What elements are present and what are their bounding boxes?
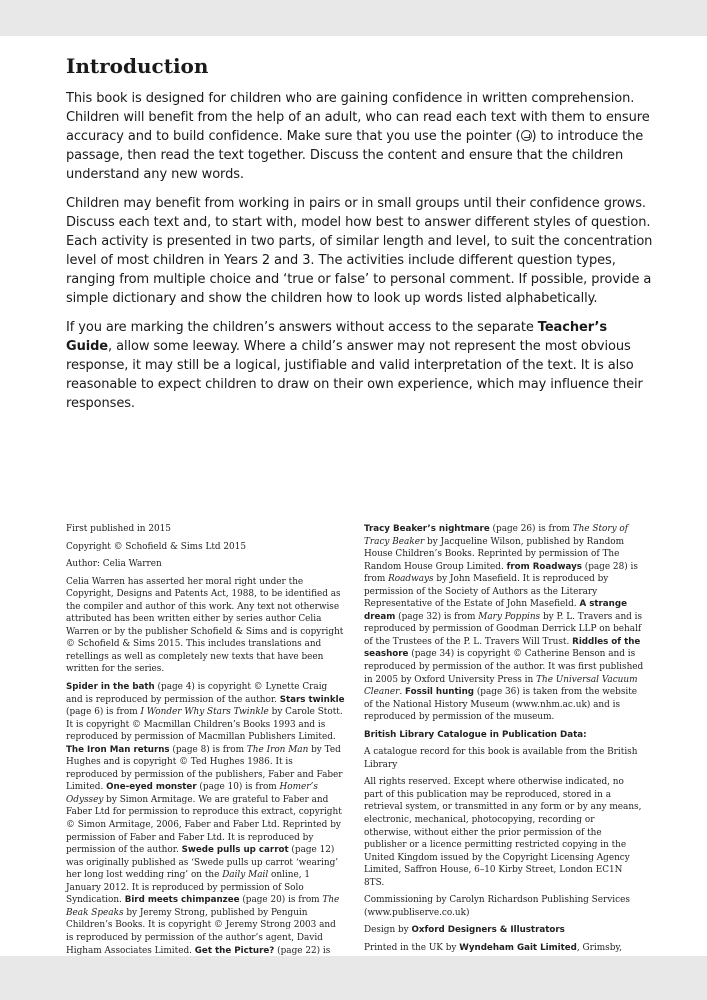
intro-paragraph-3: If you are marking the children’s answers without access to the separate Teacher’s Guide, allow some leeway. Where a child’s answer may not represent the most obvious response, it may still be a logical, justifiable and valid interpretation of the text. It is also reasonable to expect children to draw on their own experience, which may influence their responses. — [66, 320, 643, 411]
page-title: Introduction — [66, 54, 209, 78]
pointer-icon — [521, 130, 532, 141]
bottom-band — [0, 956, 707, 1000]
imprint-left-column — [66, 523, 346, 987]
credits-paragraph-continued: Tracy Beaker’s nightmare (page 26) is from The Story of Tracy Beaker by Jacqueline Wilson, published by Random House Children’s Books. Reprinted by permission of The Random House Group Limited. from Roadways (page 28) is from Roadways by John Masefield. It is reproduced by permission of the Society of Authors as the Literary Representative of the Estate of John Masefield. A strange dream (page 32) is from Mary Poppins by P. L. Travers and is reproduced by permission of Goodman Derrick LLP on behalf of the Trustees of the P. L. Travers Will Trust. Riddles of the seashore (page 34) is copyright © Catherine Benson and is reproduced by permission of the author. It was first published in 2005 by Oxford University Press in The Universal Vacuum Cleaner. Fossil hunting (page 36) is taken from the website of the National History Museum (www.nhm.ac.uk) and is reproduced by permission of the museum. — [364, 524, 644, 723]
author-line: Author: Celia Warren — [66, 559, 162, 570]
design-line: Design by Oxford Designers & Illustrators — [364, 925, 565, 936]
moral-right: Celia Warren has asserted her moral right under the Copyright, Designs and Patents Act, 1988, to be identified as the compiler and author of this work. Any text not otherwise attributed has been written either by series author Celia Warren or by the publisher Schofield & Sims and is copyright © Schofield & Sims 2015. This includes translations and retellings as well as completely new texts that have been written for the series. — [66, 576, 344, 675]
commissioning-line: Commissioning by Carolyn Richardson Publishing Services (www.publiserve.co.uk) — [364, 895, 630, 918]
intro-paragraph-1: This book is designed for children who are gaining confidence in written comprehension. Children will benefit from the help of an adult, who can read each text with them to ensure accuracy and to build confidence. Make sure that you use the pointer ( ) to introduce the passage, then read the text together. Discuss the content and ensure that the children understand any new words. — [66, 91, 650, 182]
introduction-section — [66, 54, 656, 423]
intro-paragraph-2: Children may benefit from working in pairs or in small groups until their confidence grows. Discuss each text and, to start with, model how best to answer different styles of question. Each activity is presented in two parts, of similar length and level, to suit the concentration level of most children in Years 2 and 3. The activities include different question types, ranging from multiple choice and ‘true or false’ to personal comment. If possible, provide a simple dictionary and show the children how to look up words listed alphabetically. — [66, 196, 653, 306]
credits-paragraph: Spider in the bath (page 4) is copyright © Lynette Craig and is reproduced by permission of the author. Stars twinkle (page 6) is from I Wonder Why Stars Twinkle by Carole Stott. It is copyright © Macmillan Children’s Books 1993 and is reproduced by permission of Macmillan Publishers Limited. The Iron Man returns (page 8) is from The Iron Man by Ted Hughes and is copyright © Ted Hughes 1986. It is reproduced by permission of the publishers, Faber and Faber Limited. One-eyed monster (page 10) is from Homer’s Odyssey by Simon Armitage. We are grateful to Faber and Faber Ltd for permission to reproduce this extract, copyright © Simon Armitage, 2006, Faber and Faber Ltd. Reprinted by permission of Faber and Faber Ltd. It is reproduced by permission of the author. Swede pulls up carrot (page 12) was originally published as ‘Swede pulls up carrot ‘wearing’ her long lost wedding ring’ on the Daily Mail online, 1 January 2012. It is reproduced by permission of Solo Syndication. Bird meets chimpanzee (page 20) is from The Beak Speaks by Jeremy Strong, published by Penguin Children’s Books. It is copyright © Jeremy Strong 2003 and is reproduced by permission of the author’s agent, David Higham Associates Limited. Get the Picture? (page 22) is — [66, 682, 345, 956]
rights-statement: All rights reserved. Except where otherwise indicated, no part of this publication may be reproduced, stored in a retrieval system, or transmitted in any form or by any means, electronic, mechanical, photocopying, recording or otherwise, without either the prior permission of the publisher or a licence permitting restricted copying in the United Kingdom issued by the Copyright Licensing Agency Limited, Saffron House, 6–10 Kirby Street, London EC1N 8TS. — [364, 777, 642, 888]
first-published: First published in 2015 — [66, 524, 171, 534]
copyright-line: Copyright © Schofield & Sims Ltd 2015 — [66, 541, 246, 552]
top-band — [0, 0, 707, 36]
catalogue-heading: British Library Catalogue in Publication Data: — [364, 729, 587, 740]
printed-line: Printed in the UK by Wyndeham Gait Limited, Grimsby, — [364, 942, 623, 953]
imprint-right-column — [364, 523, 644, 990]
catalogue-record: A catalogue record for this book is available from the British Library — [364, 747, 638, 770]
